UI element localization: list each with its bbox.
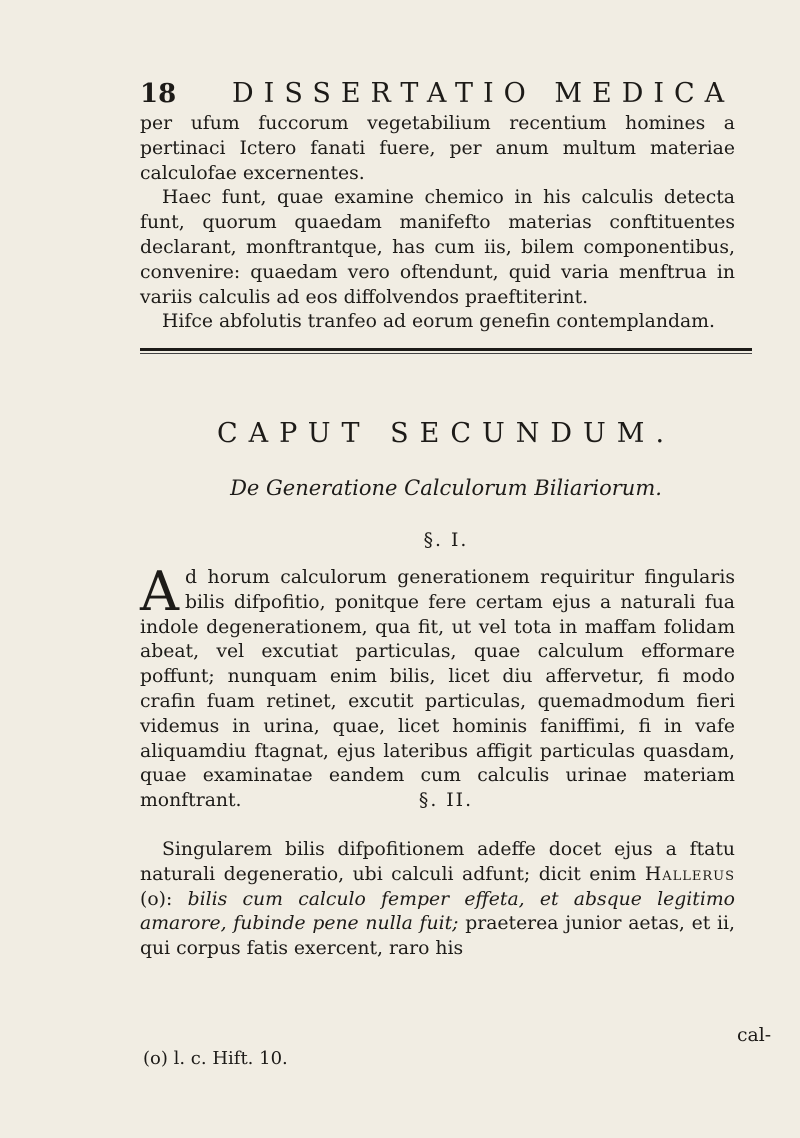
- section-1-text: [140, 560, 735, 814]
- footnote: (o) l. c. Hift. 10.: [143, 1048, 288, 1069]
- intro-paragraph-3: Hifce abfolutis tranfeo ad eorum genefin contemplandam.: [162, 311, 715, 333]
- section-1-body: d horum calculorum generationem requiritur fingularis bilis difpofitio, ponitque fere certam ejus a naturali fua indole degenerationem, qua fit, ut vel tota in maffam folidam abeat, vel excutiat particulas, quae calculum efformare poffunt; nunquam enim bilis, licet diu affervetur, fi modo crafin fuam retinet, excutit particulas, quemadmodum fieri videmus in urina, quae, licet hominis faniffimi, fi in vafe aliquamdiu ftagnat, ejus lateribus affigit particulas quasdam, quae examinatae eandem cum calculis urinae materiam monftrant.: [140, 567, 735, 812]
- catchword: cal-: [737, 1025, 772, 1046]
- section-2-body-start: Singularem bilis difpofitionem adeffe docet ejus a ftatu naturali degeneratio, ubi calculi adfunt; dicit enim: [140, 839, 735, 885]
- section-2-body-end: praeterea junior aetas, et ii, qui corpus fatis exercent, raro his: [140, 913, 735, 960]
- page-number: 18: [140, 79, 177, 109]
- drop-cap: A: [140, 560, 179, 623]
- page-header: [140, 78, 740, 109]
- quotation: bilis cum calculo femper effeta, et absque legitimo amarore, fubinde pene nulla fuit;: [140, 888, 735, 935]
- section-divider-thin: [140, 353, 752, 354]
- note-reference: (o):: [140, 888, 173, 910]
- chapter-subtitle: De Generatione Calculorum Biliariorum.: [230, 476, 662, 500]
- intro-paragraph-2: Haec funt, quae examine chemico in his calculis detecta funt, quorum quaedam manifefto materias conftituentes declarant, monftrantque, has cum iis, bilem componentibus, convenire: quaedam vero oftendunt, quid varia menftrua in variis calculis ad eos diffolvendos praeftiterint.: [140, 187, 735, 308]
- section-2-text: [140, 838, 735, 962]
- section-1-label: §. I.: [423, 530, 469, 551]
- intro-text: [140, 112, 735, 335]
- chapter-heading: CAPUT SECUNDUM.: [216, 418, 676, 449]
- section-2-label: §. II.: [418, 790, 474, 811]
- author-name: Hallerus: [644, 863, 735, 885]
- intro-paragraph-1: per ufum fuccorum vegetabilium recentium homines a pertinaci Ictero fanati fuere, per anum multum materiae calculofae excernentes.: [140, 113, 735, 184]
- section-divider: [140, 348, 752, 351]
- running-title: DISSERTATIO MEDICA: [232, 78, 735, 109]
